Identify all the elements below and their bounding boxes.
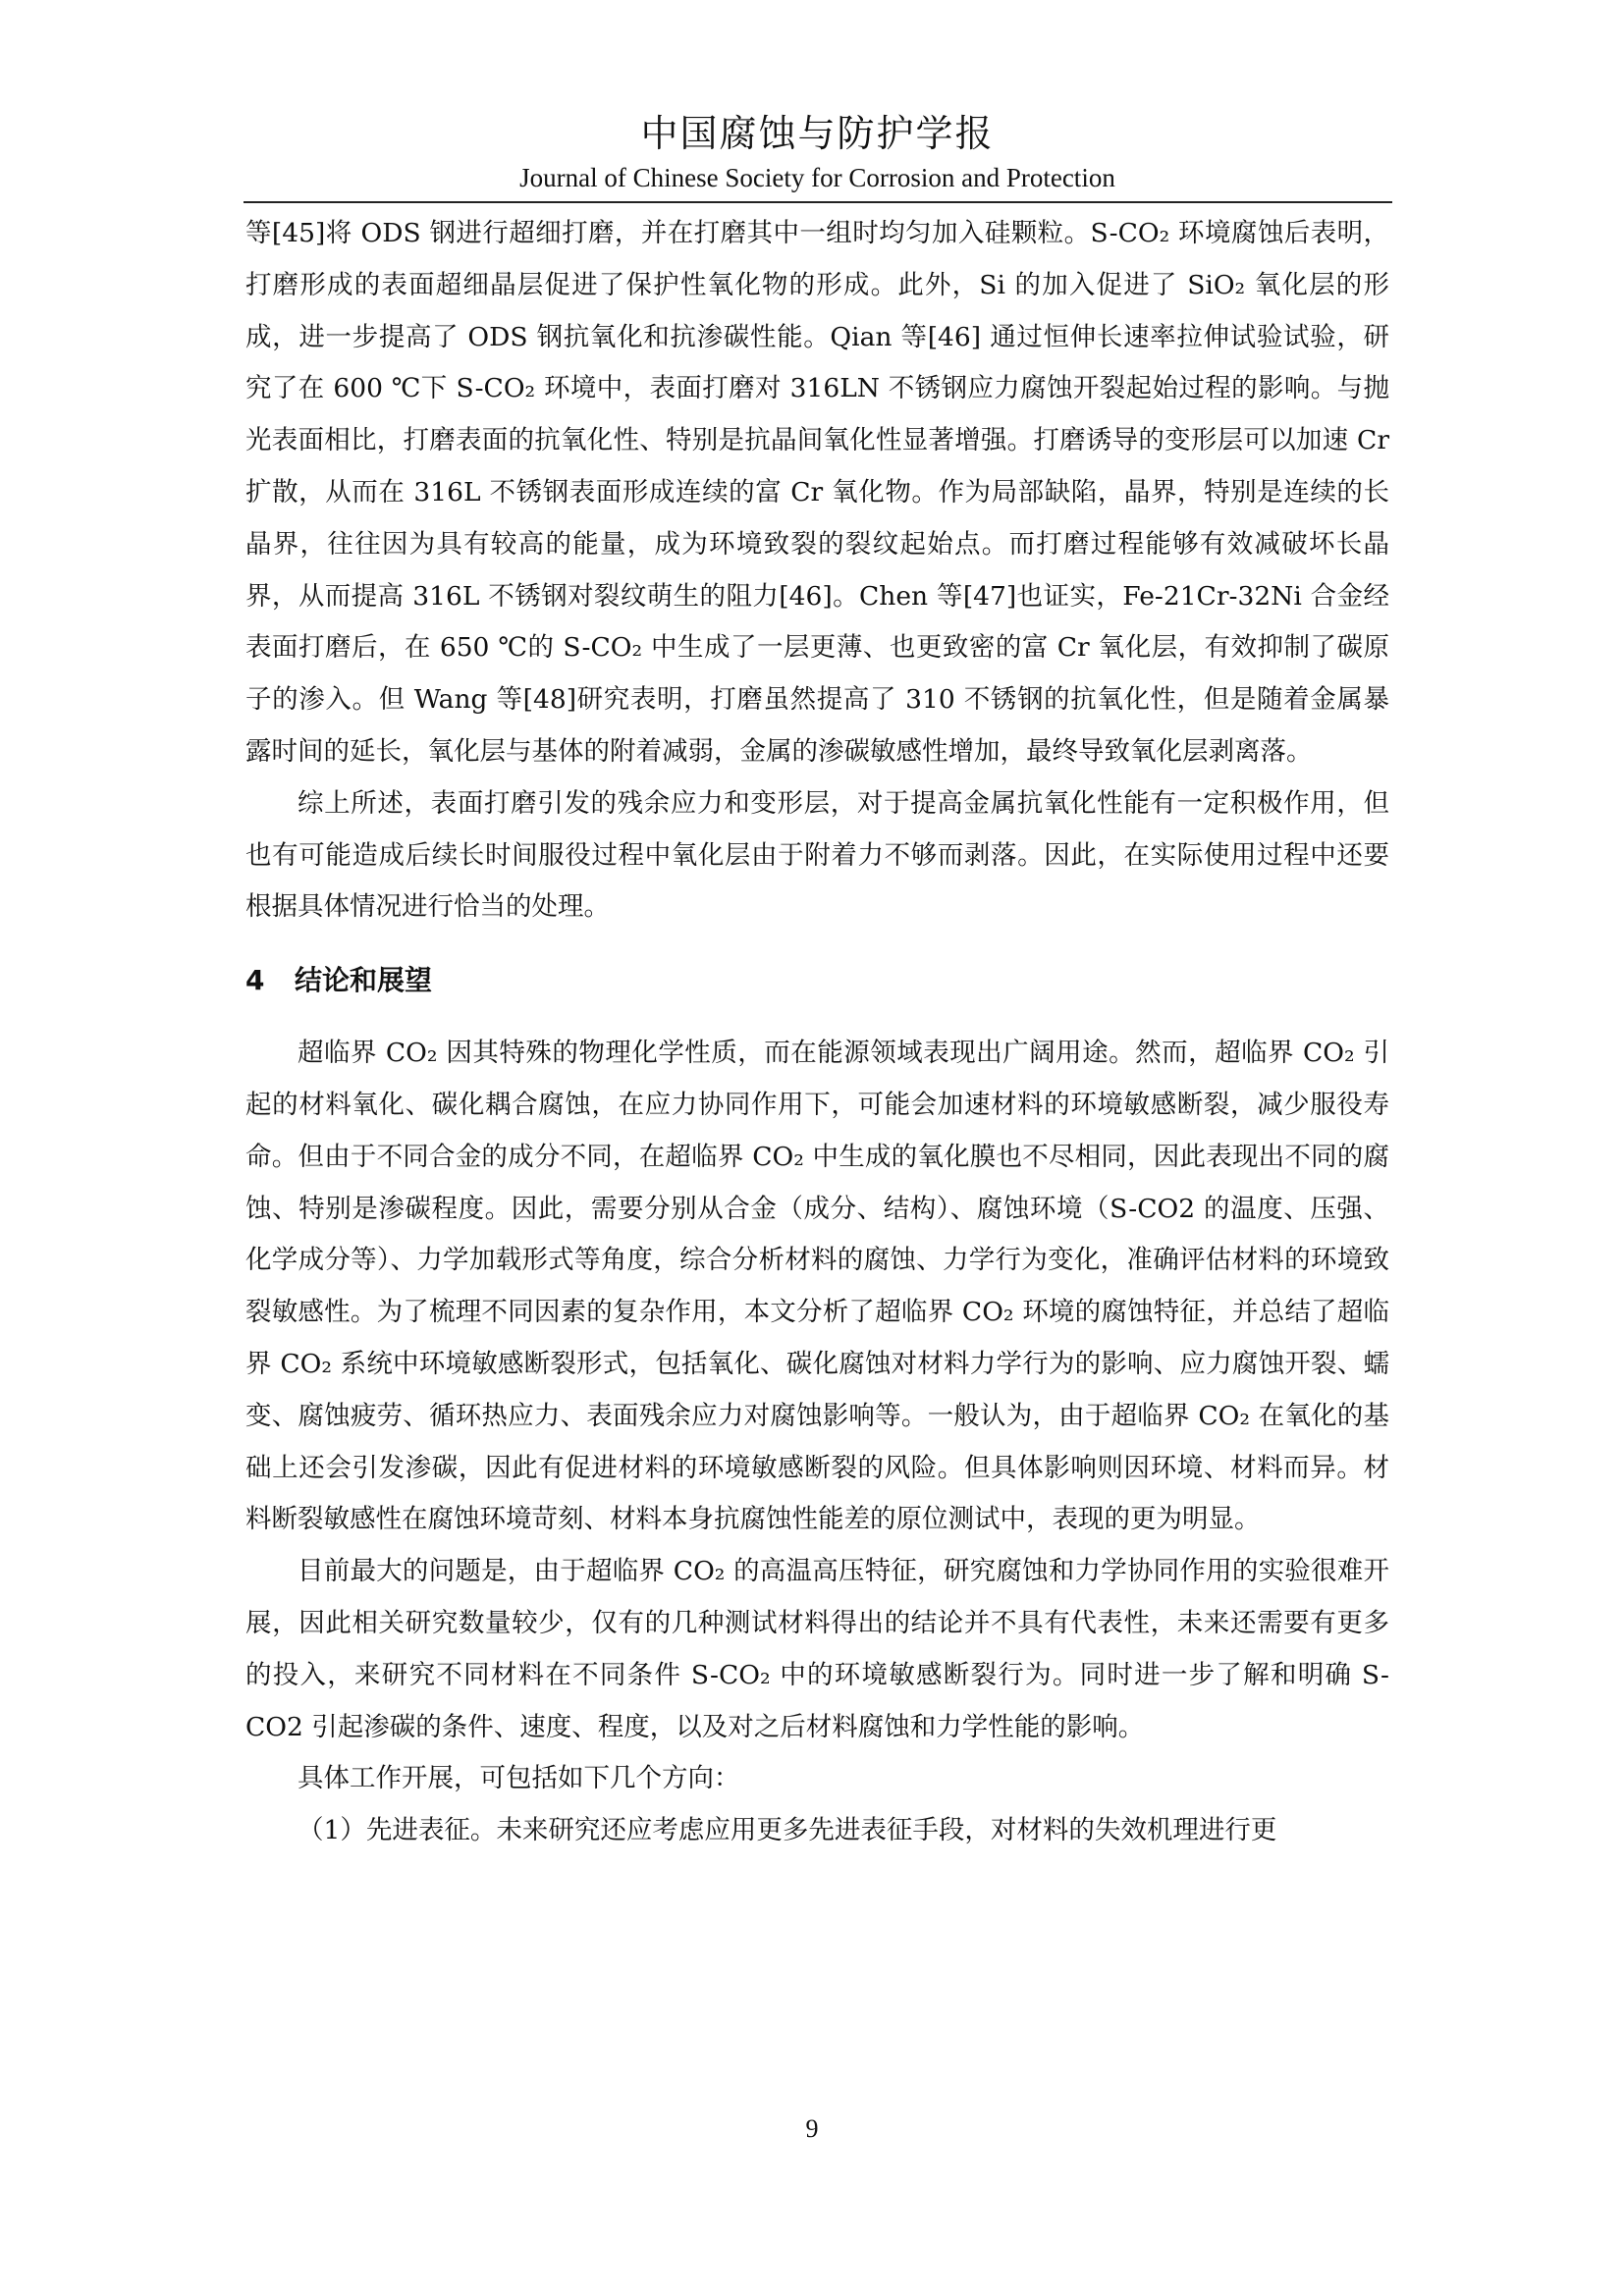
paragraph: 超临界 CO₂ 因其特殊的物理化学性质，而在能源领域表现出广阔用途。然而，超临界 CO₂ 引起的材料氧化、碳化耦合腐蚀，在应力协同作用下，可能会加速材料的环境敏感断裂，减少服役寿命。但由于不同合金的成分不同，在超临界 CO₂ 中生成的氧化膜也不尽相同，因此表现出不同的腐蚀、特别是渗碳程度。因此，需要分别从合金（成分、结构）、腐蚀环境（S-CO2 的温度、压强、化学成分等）、力学加载形式等角度，综合分析材料的腐蚀、力学行为变化，准确评估材料的环境致裂敏感性。为了梳理不同因素的复杂作用，本文分析了超临界 CO₂ 环境的腐蚀特征，并总结了超临界 CO₂ 系统中环境敏感断裂形式，包括氧化、碳化腐蚀对材料力学行为的影响、应力腐蚀开裂、蠕变、腐蚀疲劳、循环热应力、表面残余应力对腐蚀影响等。一般认为，由于超临界 CO₂ 在氧化的基础上还会引发渗碳，因此有促进材料的环境敏感断裂的风险。但具体影响则因环境、材料而异。材料断裂敏感性在腐蚀环境苛刻、材料本身抗腐蚀性能差的原位测试中，表现的更为明显。 [245, 1038, 1389, 1535]
paragraph: 具体工作开展，可包括如下几个方向： [298, 1763, 740, 1794]
section-number: 4 [245, 964, 265, 997]
page-number: 9 [805, 2114, 819, 2143]
section-title: 结论和展望 [295, 964, 433, 997]
journal-title-cn: 中国腐蚀与防护学报 [640, 112, 995, 155]
header-divider [244, 201, 1392, 203]
paragraph: （1）先进表征。未来研究还应考虑应用更多先进表征手段，对材料的失效机理进行更 [298, 1815, 1277, 1846]
paragraph: 目前最大的问题是，由于超临界 CO₂ 的高温高压特征，研究腐蚀和力学协同作用的实验很难开展，因此相关研究数量较少，仅有的几种测试材料得出的结论并不具有代表性，未来还需要有更多的投入，来研究不同材料在不同条件 S-CO₂ 中的环境敏感断裂行为。同时进一步了解和明确 S-CO2 引起渗碳的条件、速度、程度，以及对之后材料腐蚀和力学性能的影响。 [245, 1556, 1389, 1742]
section-heading [245, 961, 1389, 1000]
paragraph: 综上所述，表面打磨引发的残余应力和变形层，对于提高金属抗氧化性能有一定积极作用，但也有可能造成后续长时间服役过程中氧化层由于附着力不够而剥落。因此，在实际使用过程中还要根据具体情况进行恰当的处理。 [245, 787, 1389, 923]
body-text [245, 208, 1389, 1857]
journal-title-en: Journal of Chinese Society for Corrosion and Protection [519, 163, 1115, 192]
page-header [245, 110, 1389, 194]
paragraph: 等[45]将 ODS 钢进行超细打磨，并在打磨其中一组时均匀加入硅颗粒。S-CO₂ 环境腐蚀后表明，打磨形成的表面超细晶层促进了保护性氧化物的形成。此外，Si 的加入促进了 SiO₂ 氧化层的形成，进一步提高了 ODS 钢抗氧化和抗渗碳性能。Qian 等[46] 通过恒伸长速率拉伸试验试验，研究了在 600 ℃下 S-CO₂ 环境中，表面打磨对 316LN 不锈钢应力腐蚀开裂起始过程的影响。与抛光表面相比，打磨表面的抗氧化性、特别是抗晶间氧化性显著增强。打磨诱导的变形层可以加速 Cr 扩散，从而在 316L 不锈钢表面形成连续的富 Cr 氧化物。作为局部缺陷，晶界，特别是连续的长晶界，往往因为具有较高的能量，成为环境致裂的裂纹起始点。而打磨过程能够有效减破坏长晶界，从而提高 316L 不锈钢对裂纹萌生的阻力[46]。Chen 等[47]也证实，Fe-21Cr-32Ni 合金经表面打磨后，在 650 ℃的 S-CO₂ 中生成了一层更薄、也更致密的富 Cr 氧化层，有效抑制了碳原子的渗入。但 Wang 等[48]研究表明，打磨虽然提高了 310 不锈钢的抗氧化性，但是随着金属暴露时间的延长，氧化层与基体的附着减弱，金属的渗碳敏感性增加，最终导致氧化层剥离落。 [245, 218, 1389, 767]
